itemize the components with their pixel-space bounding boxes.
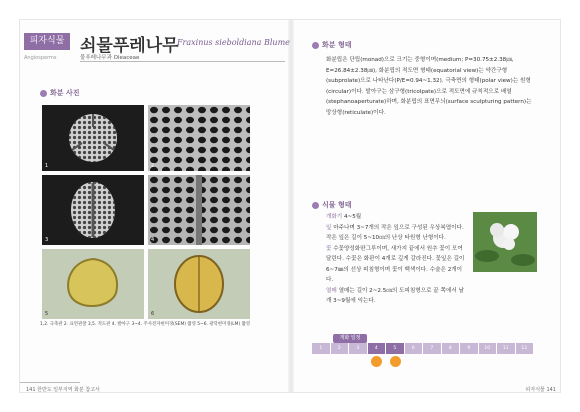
plant-heading: 식물 형태: [312, 200, 352, 210]
calendar-month-5: 5: [386, 343, 405, 354]
scientific-name: Fraxinus sieboldiana Blume: [177, 38, 290, 47]
flower-description: 꽃 수꽃양성화딴그루이며, 새가지 끝에서 원추 꽃이 모여 달린다. 수꽃은 화판이 4개로 깊게 갈라진다. 꽃잎은 길이 6~7㎜의 선상 피침형이며 꽃이 백색이다. 수술은 2개이다.: [326, 245, 465, 283]
surface-texture-image: [148, 105, 250, 171]
photo-number: 6: [151, 311, 155, 317]
photo-lm-equatorial: [148, 249, 250, 319]
pollen-lm-image: [42, 249, 144, 319]
photo-sem-aperture: [148, 175, 250, 245]
photo-number: 1: [45, 163, 49, 169]
pollen-equatorial-image: [42, 175, 144, 245]
leaf-description: 잎 마주나며 3~7개의 작은 잎으로 구성된 우상복엽이다. 작은 잎은 길이 5~10㎝의 난상 타원형 난형이다.: [326, 224, 464, 241]
page-title: 쇠물푸레나무: [80, 36, 179, 56]
flowering-calendar: [312, 343, 534, 354]
photo-caption: 1,2. 극축관 2. 표면관찰 3,5. 적도관 4. 발아구 3~4. 주사전자현미경(SEM) 촬영 5~6. 광학현미경(LM) 촬영: [40, 322, 251, 327]
right-footer: 피자식물 141: [525, 387, 556, 393]
photos-heading: 화분 사진: [40, 88, 80, 98]
calendar-month-1: 1: [312, 343, 331, 354]
pollen-lm-equatorial-image: [148, 249, 250, 319]
calendar-month-3: 3: [349, 343, 368, 354]
flowering-marker: [390, 356, 401, 367]
leaf-icon: [312, 202, 319, 209]
pollen-description: 화분립은 단립(monad)으로 크기는 중형이며(medium; P=30.75±2.38㎛, E=26.84±2.38㎛), 화분립의 적도면 형태(equatorial view)는 약간구형(subprolate)으로 나타난다(P/E=0.94~1.32). 극축면의 형태(polar view)는 원형(circular)이다. 발아구는 삼구형(tricolpate)으로 적도면에 규칙적으로 배열(stephanoaperturate)하며, 화분립의 표면무늬(surface sculpturing pattern)는 망상형(reticulate)이다.: [326, 57, 532, 116]
plant-photo: [473, 212, 537, 272]
category-tag: 피자식물: [24, 33, 70, 50]
pollen-icon: [312, 42, 319, 49]
photo-sem-surface: [148, 105, 250, 171]
photo-number: 5: [45, 311, 49, 317]
title-rule: [80, 61, 285, 62]
calendar-month-11: 11: [497, 343, 516, 354]
flower-image: [473, 212, 537, 272]
aperture-texture-image: [148, 175, 250, 245]
photo-sem-equatorial: [42, 175, 144, 245]
calendar-heading: 개화 일정: [333, 334, 367, 343]
flowering-period: 개화기 4~5월: [326, 214, 362, 220]
photo-sem-polar: [42, 105, 144, 171]
plant-description: [326, 212, 466, 307]
calendar-month-7: 7: [423, 343, 442, 354]
photo-number: 3: [45, 237, 49, 243]
footer-rule: [20, 382, 80, 383]
calendar-month-2: 2: [331, 343, 350, 354]
photo-number: 2: [151, 163, 155, 169]
calendar-month-4: 4: [368, 343, 387, 354]
category-subtitle: Angiosperms: [24, 55, 57, 61]
photo-lm-polar: [42, 249, 144, 319]
calendar-month-6: 6: [405, 343, 424, 354]
family-name: 물푸레나무과 Oleaceae: [80, 55, 140, 61]
calendar-month-12: 12: [516, 343, 535, 354]
pollen-heading: 화분 형태: [312, 40, 352, 50]
left-footer: 141 한반도 일부지역 화분 참고서: [26, 387, 100, 393]
flower-icon: [40, 90, 47, 97]
pollen-sem-image: [42, 105, 144, 171]
fruit-description: 열매 열매는 길이 2~2.5㎝의 도피침형으로 끝 쪽에서 날개 3~9월에 익는다.: [326, 287, 464, 304]
photo-number: 4: [151, 237, 155, 243]
book-gutter: [288, 20, 294, 392]
calendar-month-10: 10: [479, 343, 498, 354]
calendar-month-9: 9: [460, 343, 479, 354]
calendar-month-8: 8: [442, 343, 461, 354]
